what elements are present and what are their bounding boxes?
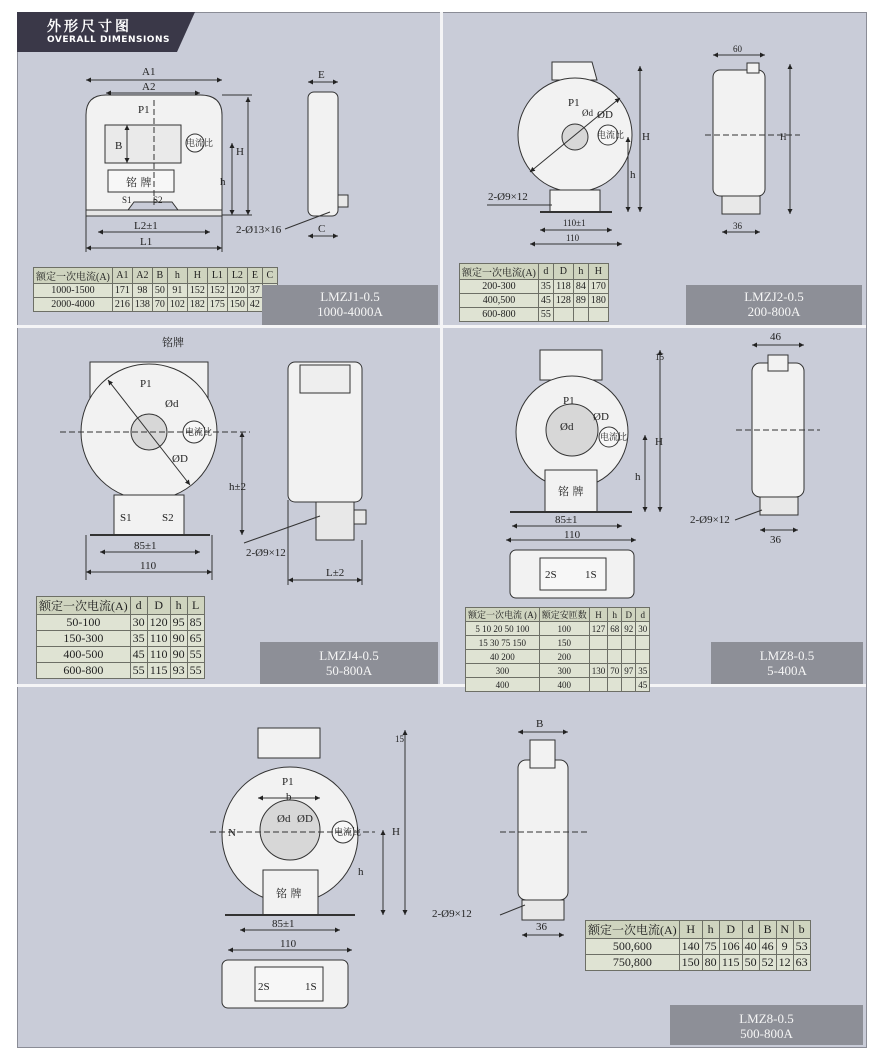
table-cell: 110	[147, 647, 170, 663]
lmz8b-d-label: Ød	[277, 813, 291, 825]
lmz8b-front-view	[210, 728, 405, 1008]
lmzj2-hole-label: 2-Ø9×12	[488, 191, 528, 203]
lmz8a-p1-label: P1	[563, 395, 575, 407]
lmz8b-w36-label: 36	[536, 921, 547, 933]
table-header-cell: 额定一次电流 (A)	[466, 608, 540, 622]
table-cell	[589, 650, 608, 664]
lmzj2-l110a-label: 110±1	[563, 218, 586, 228]
lmzj2-l110-label: 110	[566, 233, 580, 243]
table-cell: 130	[589, 664, 608, 678]
table-cell: 400	[539, 678, 589, 692]
table-header-cell: b	[793, 921, 810, 939]
table-cell: 95	[170, 615, 187, 631]
lmzj1-H-label: H	[236, 146, 244, 158]
lmz8b-l85-label: 85±1	[272, 918, 295, 930]
lmzj1-ratio-label: 电流比	[186, 139, 214, 149]
table-cell: 52	[759, 955, 776, 971]
lmzj2-D-label: ØD	[597, 109, 613, 121]
lmz8a-h-label: h	[635, 471, 641, 483]
lmz8b-B-label: B	[536, 718, 544, 730]
table-cell: 128	[553, 294, 573, 308]
table-cell: 1000-1500	[34, 284, 113, 298]
table-row	[586, 939, 811, 955]
table-cell: 175	[207, 298, 227, 312]
lmzj1-model-box	[262, 285, 438, 325]
table-header-cell: C	[262, 268, 277, 284]
table-row	[466, 636, 650, 650]
table-cell: 45	[636, 678, 650, 692]
lmz8a-spec-table	[465, 607, 650, 692]
table-header-cell: 额定一次电流(A)	[34, 268, 113, 284]
table-cell: 40 200	[466, 650, 540, 664]
lmz8a-nameplate: 铭 牌	[558, 485, 584, 498]
lmz8b-s1-label: 1S	[305, 981, 317, 993]
lmzj1-range: 1000-4000A	[317, 304, 383, 319]
table-cell: 70	[152, 298, 167, 312]
lmz8b-p1-label: P1	[282, 776, 294, 788]
lmzj4-model: LMZJ4-0.5	[319, 648, 379, 663]
lmzj2-ratio-label: 电流比	[597, 131, 625, 141]
lmzj1-a1-label: A1	[142, 66, 156, 78]
lmzj4-spec-table	[36, 596, 205, 679]
lmz8b-N-label: N	[228, 827, 236, 839]
table-cell: 80	[702, 955, 719, 971]
lmz8b-model: LMZ8-0.5	[739, 1011, 794, 1026]
table-cell	[573, 308, 588, 322]
table-cell: 35	[636, 664, 650, 678]
lmzj2-model: LMZJ2-0.5	[744, 289, 804, 304]
lmzj1-hole-label: 2-Ø13×16	[236, 224, 282, 236]
table-row	[466, 664, 650, 678]
table-cell: 300	[466, 664, 540, 678]
table-cell: 65	[187, 631, 204, 647]
table-cell: 100	[539, 622, 589, 636]
lmz8a-w36-label: 36	[770, 534, 781, 546]
table-header-cell: N	[776, 921, 793, 939]
table-cell: 37	[247, 284, 262, 298]
table-cell: 53	[793, 939, 810, 955]
lmzj4-D-label: ØD	[172, 453, 188, 465]
table-cell	[588, 308, 608, 322]
table-cell: 138	[132, 298, 152, 312]
table-cell: 127	[589, 622, 608, 636]
table-cell: 9	[776, 939, 793, 955]
lmzj2-d-label: Ød	[582, 108, 593, 118]
table-cell: 98	[132, 284, 152, 298]
lmzj4-d-label: Ød	[165, 398, 179, 410]
table-cell: 89	[573, 294, 588, 308]
table-header-row	[586, 921, 811, 939]
lmz8a-l110-label: 110	[564, 529, 581, 541]
lmz8b-H-label: H	[392, 826, 400, 838]
table-cell: 140	[679, 939, 702, 955]
lmzj1-h-label: h	[220, 176, 226, 188]
table-cell: 600-800	[460, 308, 539, 322]
table-cell: 46	[759, 939, 776, 955]
table-cell: 30	[130, 615, 147, 631]
table-header-cell: h	[702, 921, 719, 939]
table-cell	[608, 650, 622, 664]
table-header-cell: h	[167, 268, 187, 284]
table-row	[37, 631, 205, 647]
lmzj1-l2-label: L2±1	[134, 220, 158, 232]
lmz8a-model: LMZ8-0.5	[759, 648, 815, 663]
lmzj2-side-H-label: H	[780, 132, 787, 142]
table-cell: 30	[636, 622, 650, 636]
lmzj4-s2-label: S2	[162, 512, 174, 524]
table-cell: 115	[719, 955, 742, 971]
table-header-cell: d	[636, 608, 650, 622]
table-cell: 150	[539, 636, 589, 650]
lmz8b-h-label: h	[358, 866, 364, 878]
lmzj4-s1-label: S1	[120, 512, 132, 524]
table-header-row	[460, 264, 609, 280]
table-header-row	[34, 268, 278, 284]
table-header-cell: h	[608, 608, 622, 622]
table-row	[37, 663, 205, 679]
table-cell: 300	[539, 664, 589, 678]
table-cell: 150-300	[37, 631, 131, 647]
table-header-cell: E	[247, 268, 262, 284]
lmzj2-range: 200-800A	[747, 304, 801, 319]
table-cell: 106	[719, 939, 742, 955]
table-cell: 5 10 20 50 100	[466, 622, 540, 636]
table-cell: 120	[147, 615, 170, 631]
table-cell: 45	[538, 294, 553, 308]
table-row	[466, 650, 650, 664]
table-header-cell: 额定安匝数	[539, 608, 589, 622]
table-cell: 91	[167, 284, 187, 298]
lmzj2-w36-label: 36	[733, 221, 742, 231]
lmzj1-s2-label: S2	[153, 195, 163, 205]
table-header-cell: B	[759, 921, 776, 939]
lmzj2-h-label: h	[630, 169, 636, 181]
lmz8a-t15-label: 15	[655, 352, 664, 362]
lmz8a-s1-label: 1S	[585, 569, 597, 581]
lmz8b-nameplate: 铭 牌	[276, 887, 302, 900]
lmzj1-front-view	[86, 80, 252, 252]
lmz8a-side-view	[735, 345, 820, 530]
table-cell: 152	[187, 284, 207, 298]
table-cell	[622, 678, 636, 692]
table-header-cell: H	[679, 921, 702, 939]
table-cell: 45	[130, 647, 147, 663]
table-cell: 68	[608, 622, 622, 636]
lmz8a-H-label: H	[655, 436, 663, 448]
lmzj4-l2-label: L±2	[326, 567, 345, 579]
table-cell: 55	[130, 663, 147, 679]
table-header-cell: D	[553, 264, 573, 280]
lmz8a-w46-label: 46	[770, 331, 781, 343]
lmzj2-w60-label: 60	[733, 44, 742, 54]
table-cell: 152	[207, 284, 227, 298]
lmzj1-s1-label: S1	[122, 195, 132, 205]
table-cell: 115	[147, 663, 170, 679]
lmzj4-l85-label: 85±1	[134, 540, 157, 552]
table-cell: 150	[679, 955, 702, 971]
table-header-row	[37, 597, 205, 615]
lmzj2-front-view	[487, 62, 640, 244]
header-title-cn: 外形尺寸图	[47, 19, 132, 35]
table-row	[34, 298, 278, 312]
table-cell: 50	[152, 284, 167, 298]
table-header-cell: H	[589, 608, 608, 622]
table-cell: 118	[553, 280, 573, 294]
lmz8b-D-label: ØD	[297, 813, 313, 825]
table-header-cell: h	[573, 264, 588, 280]
lmz8a-d-label: Ød	[560, 421, 574, 433]
lmzj2-H-label: H	[642, 131, 650, 143]
table-cell: 400,500	[460, 294, 539, 308]
lmz8a-l85-label: 85±1	[555, 514, 578, 526]
table-row	[460, 308, 609, 322]
table-cell: 90	[170, 647, 187, 663]
table-cell	[636, 636, 650, 650]
lmz8b-hole-label: 2-Ø9×12	[432, 908, 472, 920]
table-header-cell: L2	[227, 268, 247, 284]
table-cell	[622, 636, 636, 650]
table-cell	[608, 678, 622, 692]
lmz8a-ratio-label: 电流比	[600, 433, 628, 443]
table-cell: 102	[167, 298, 187, 312]
table-cell	[589, 678, 608, 692]
table-cell	[608, 636, 622, 650]
table-cell: 600-800	[37, 663, 131, 679]
table-cell: 400-500	[37, 647, 131, 663]
table-header-cell: H	[187, 268, 207, 284]
table-cell	[622, 650, 636, 664]
table-cell: 35	[130, 631, 147, 647]
lmzj1-p1-label: P1	[138, 104, 150, 116]
lmzj1-l1-label: L1	[140, 236, 153, 248]
lmz8a-D-label: ØD	[593, 411, 609, 423]
lmzj1-b-label: B	[115, 140, 123, 152]
lmz8b-model-box	[670, 1005, 863, 1045]
table-cell: 42	[247, 298, 262, 312]
table-cell: 110	[147, 631, 170, 647]
table-row	[37, 615, 205, 631]
table-cell: 500,600	[586, 939, 680, 955]
table-header-cell: L	[187, 597, 204, 615]
table-cell: 70	[608, 664, 622, 678]
lmz8b-t15-label: 15	[395, 734, 404, 744]
table-header-cell: h	[170, 597, 187, 615]
lmzj1-model: LMZJ1-0.5	[320, 289, 380, 304]
table-cell: 200	[539, 650, 589, 664]
table-header-cell: 额定一次电流(A)	[586, 921, 680, 939]
lmzj4-nameplate-label: 铭牌	[162, 336, 184, 349]
table-cell: 75	[702, 939, 719, 955]
table-header-cell: H	[588, 264, 608, 280]
lmzj2-model-box	[686, 285, 862, 325]
table-cell: 35	[538, 280, 553, 294]
table-cell: 2000-4000	[34, 298, 113, 312]
table-row	[586, 955, 811, 971]
table-header-cell: L1	[207, 268, 227, 284]
table-header-cell: d	[742, 921, 759, 939]
table-header-cell: A2	[132, 268, 152, 284]
table-header-cell: 额定一次电流(A)	[460, 264, 539, 280]
table-cell	[589, 636, 608, 650]
table-cell: 55	[187, 663, 204, 679]
table-cell: 150	[227, 298, 247, 312]
lmz8b-b-label: b	[286, 791, 292, 803]
table-header-cell: A1	[112, 268, 132, 284]
lmz8b-spec-table	[585, 920, 811, 971]
header-title-en: OVERALL DIMENSIONS	[47, 35, 170, 45]
lmzj1-side-view	[285, 82, 348, 236]
lmzj1-a2-label: A2	[142, 81, 156, 93]
table-cell: 170	[588, 280, 608, 294]
table-header-cell: 额定一次电流(A)	[37, 597, 131, 615]
lmz8a-model-box	[711, 642, 863, 684]
table-cell: 90	[170, 631, 187, 647]
table-cell	[553, 308, 573, 322]
lmzj4-model-box	[260, 642, 438, 684]
table-cell: 93	[170, 663, 187, 679]
table-cell: 12	[776, 955, 793, 971]
lmz8b-s2-label: 2S	[258, 981, 270, 993]
table-header-cell: d	[538, 264, 553, 280]
lmz8b-side-view	[500, 732, 590, 935]
table-cell: 63	[793, 955, 810, 971]
table-row	[34, 284, 278, 298]
lmzj1-spec-table	[33, 267, 278, 312]
table-cell: 15 30 75 150	[466, 636, 540, 650]
lmzj2-spec-table	[459, 263, 609, 322]
table-row	[37, 647, 205, 663]
lmzj4-l110-label: 110	[140, 560, 157, 572]
table-cell: 85	[187, 615, 204, 631]
table-cell: 180	[588, 294, 608, 308]
table-cell	[636, 650, 650, 664]
table-header-row	[466, 608, 650, 622]
lmzj4-p1-label: P1	[140, 378, 152, 390]
table-cell: 92	[622, 622, 636, 636]
table-cell: 97	[622, 664, 636, 678]
lmz8b-ratio-label: 电流比	[334, 828, 362, 838]
lmz8b-l110-label: 110	[280, 938, 297, 950]
table-row	[466, 678, 650, 692]
lmz8a-s2-label: 2S	[545, 569, 557, 581]
table-cell: 120	[227, 284, 247, 298]
table-cell: 50	[742, 955, 759, 971]
table-header-cell: D	[622, 608, 636, 622]
table-cell: 216	[112, 298, 132, 312]
table-cell: 200-300	[460, 280, 539, 294]
lmzj2-side-view	[705, 55, 800, 232]
lmz8b-range: 500-800A	[740, 1026, 793, 1041]
table-row	[460, 294, 609, 308]
lmzj4-hole-label: 2-Ø9×12	[246, 547, 286, 559]
lmzj1-nameplate: 铭 牌	[126, 176, 152, 189]
lmzj1-c-label: C	[318, 223, 326, 235]
table-cell: 55	[187, 647, 204, 663]
lmzj4-range: 50-800A	[325, 663, 373, 678]
table-header-cell: D	[719, 921, 742, 939]
lmzj4-h2-label: h±2	[229, 481, 247, 493]
table-cell: 750,800	[586, 955, 680, 971]
table-row	[466, 622, 650, 636]
table-cell: 50-100	[37, 615, 131, 631]
table-cell: 40	[742, 939, 759, 955]
lmz8a-range: 5-400A	[767, 663, 807, 678]
table-header-cell: d	[130, 597, 147, 615]
table-cell: 84	[573, 280, 588, 294]
lmzj2-p1-label: P1	[568, 97, 580, 109]
table-cell: 400	[466, 678, 540, 692]
table-row	[460, 280, 609, 294]
lmzj4-ratio-label: 电流比	[185, 428, 213, 438]
table-header-cell: B	[152, 268, 167, 284]
table-header-cell: D	[147, 597, 170, 615]
table-cell: 171	[112, 284, 132, 298]
table-cell: 182	[187, 298, 207, 312]
lmz8a-hole-label: 2-Ø9×12	[690, 514, 730, 526]
lmzj1-e-label: E	[318, 69, 325, 81]
table-cell: 55	[538, 308, 553, 322]
